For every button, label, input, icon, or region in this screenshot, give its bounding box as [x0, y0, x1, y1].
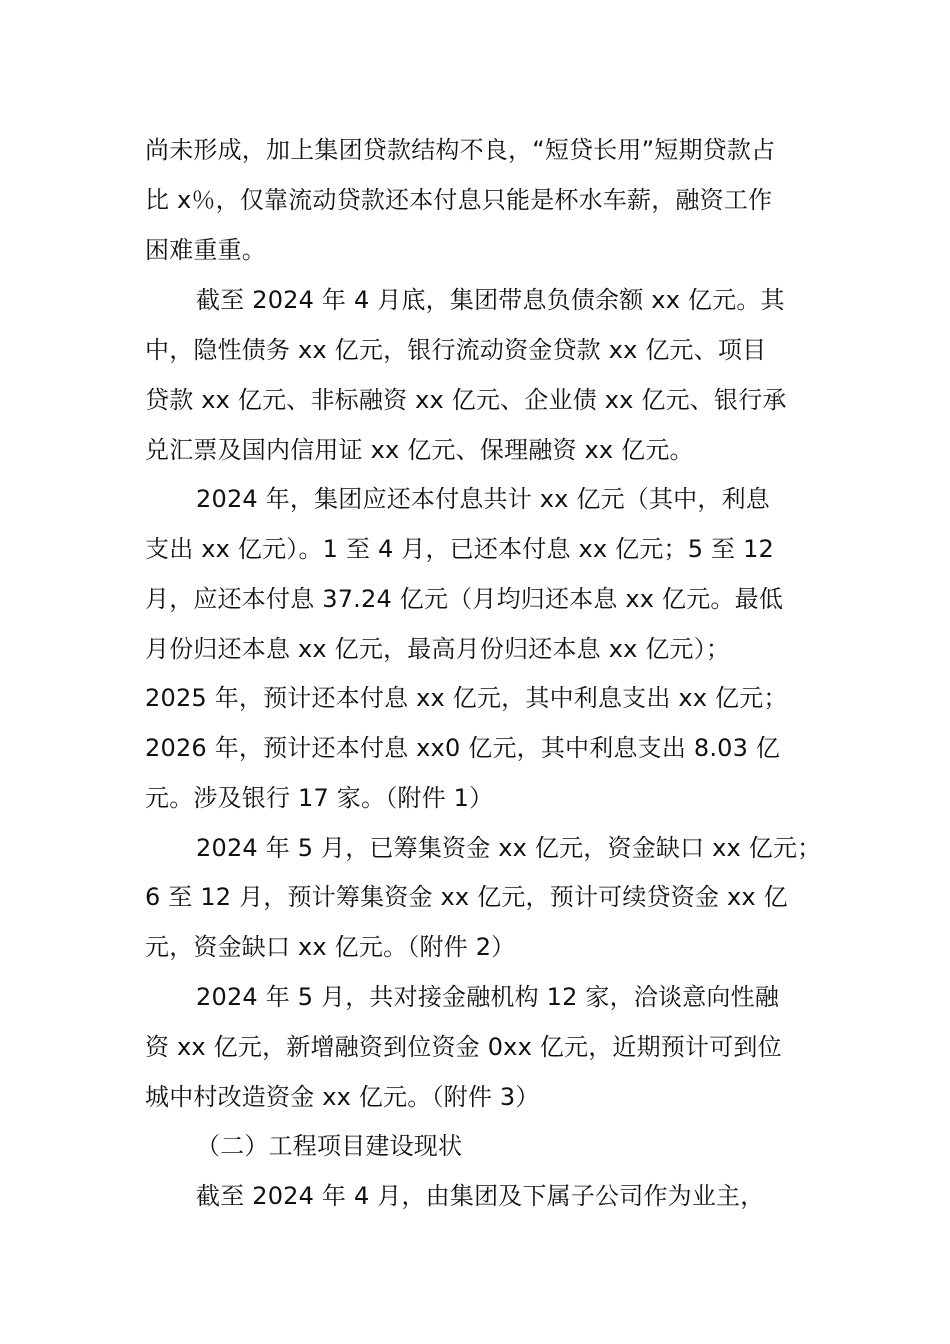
text-line: 6 至 12 月，预计筹集资金 xx 亿元，预计可续贷资金 xx 亿 [145, 883, 788, 911]
text-line: 月，应还本付息 37.24 亿元（月均归还本息 xx 亿元。最低 [145, 585, 784, 613]
text-line: 贷款 xx 亿元、非标融资 xx 亿元、企业债 xx 亿元、银行承 [145, 386, 787, 414]
paragraph-start: 2024 年 5 月，共对接金融机构 12 家，洽谈意向性融 [196, 983, 780, 1011]
text-line: 城中村改造资金 xx 亿元。（附件 3） [145, 1083, 540, 1111]
section-heading: （二）工程项目建设现状 [196, 1132, 463, 1160]
text-line: 困难重重。 [145, 236, 266, 264]
paragraph-start: 截至 2024 年 4 月，由集团及下属子公司作为业主， [196, 1182, 765, 1210]
text-line: 支出 xx 亿元）。1 至 4 月，已还本付息 xx 亿元；5 至 12 [145, 535, 775, 563]
text-line: 尚未形成，加上集团贷款结构不良，“短贷长用”短期贷款占 [145, 136, 776, 164]
text-line: 兑汇票及国内信用证 xx 亿元、保理融资 xx 亿元。 [145, 436, 694, 464]
text-line: 元，资金缺口 xx 亿元。（附件 2） [145, 933, 516, 961]
text-line: 月份归还本息 xx 亿元，最高月份归还本息 xx 亿元）； [145, 635, 731, 663]
text-line: 中，隐性债务 xx 亿元，银行流动资金贷款 xx 亿元、项目 [145, 336, 767, 364]
text-line: 资 xx 亿元，新增融资到位资金 0xx 亿元，近期预计可到位 [145, 1033, 782, 1061]
text-line: 2025 年，预计还本付息 xx 亿元，其中利息支出 xx 亿元； [145, 684, 788, 712]
text-line: 2026 年，预计还本付息 xx0 亿元，其中利息支出 8.03 亿 [145, 734, 781, 762]
paragraph-start: 截至 2024 年 4 月底，集团带息负债余额 xx 亿元。其 [196, 286, 785, 314]
text-line: 元。涉及银行 17 家。（附件 1） [145, 784, 494, 812]
text-line: 比 x％，仅靠流动贷款还本付息只能是杯水车薪，融资工作 [145, 186, 773, 214]
paragraph-start: 2024 年 5 月，已筹集资金 xx 亿元，资金缺口 xx 亿元； [196, 834, 822, 862]
paragraph-start: 2024 年，集团应还本付息共计 xx 亿元（其中，利息 [196, 485, 770, 513]
